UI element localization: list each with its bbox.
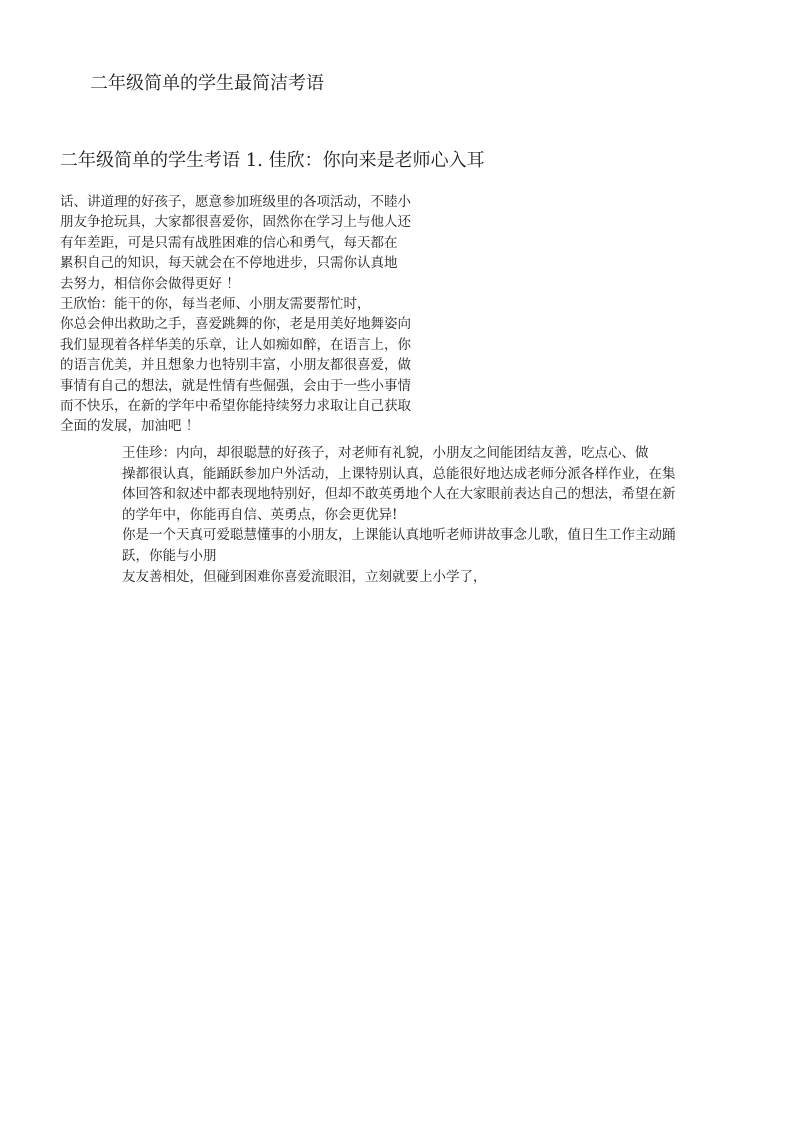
text-line: 跃，你能与小朋 [122, 547, 217, 564]
text-line: 操都很认真，能踊跃参加户外活动，上课特别认真，总能很好地达成老师分派各样作业，在集 [122, 465, 676, 482]
text-line: 友友善相处，但碰到困难你喜爱流眼泪，立刻就要上小学了， [122, 568, 487, 585]
document-title: 二年级简单的学生最简洁考语 [90, 73, 324, 94]
text-line: 王欣怡：能干的你，每当老师、小朋友需要帮忙时， [60, 296, 371, 313]
section-title: 二年级简单的学生考语 1. 佳欣：你向来是老师心入耳 [60, 150, 485, 171]
text-line: 你是一个天真可爱聪慧懂事的小朋友，上课能认真地听老师讲故事念儿歌，值日生工作主动踊 [122, 527, 676, 544]
text-line: 去努力，相信你会做得更好 ！ [60, 275, 240, 292]
text-line: 累积自己的知识，每天就会在不停地进步，只需你认真地 [60, 255, 398, 272]
text-line: 你总会伸出救助之手，喜爱跳舞的你，老是用美好地舞姿向 [60, 316, 411, 333]
text-line: 事情有自己的想法，就是性情有些倔强，会由于一些小事情 [60, 377, 411, 394]
text-line: 我们显现着各样华美的乐章，让人如痴如醉，在语言上，你 [60, 336, 411, 353]
comment-block-2 [122, 443, 742, 587]
text-line: 而不快乐，在新的学年中希望你能持续努力求取让自己获取 [60, 398, 411, 415]
comment-block-1 [60, 192, 500, 437]
text-line: 的学年中，你能再自信、英勇点，你会更优异! [122, 506, 398, 523]
text-line: 话、讲道理的好孩子，愿意参加班级里的各项活动，不睦小 [60, 194, 411, 210]
text-line: 朋友争抢玩具，大家都很喜爱你，固然你在学习上与他人还 [60, 214, 411, 231]
text-line: 全面的发展，加油吧 ！ [60, 418, 200, 435]
text-line: 的语言优美，并且想象力也特别丰富，小朋友都很喜爱，做 [60, 357, 411, 374]
text-line: 有年差距，可是只需有战胜困难的信心和勇气，每天都在 [60, 234, 398, 251]
text-line: 体回答和叙述中都表现地特别好，但却不敢英勇地个人在大家眼前表达自己的想法，希望在新 [122, 486, 676, 503]
text-line: 王佳珍：内向，却很聪慧的好孩子，对老师有礼貌，小朋友之间能团结友善，吃点心、做 [122, 445, 649, 461]
